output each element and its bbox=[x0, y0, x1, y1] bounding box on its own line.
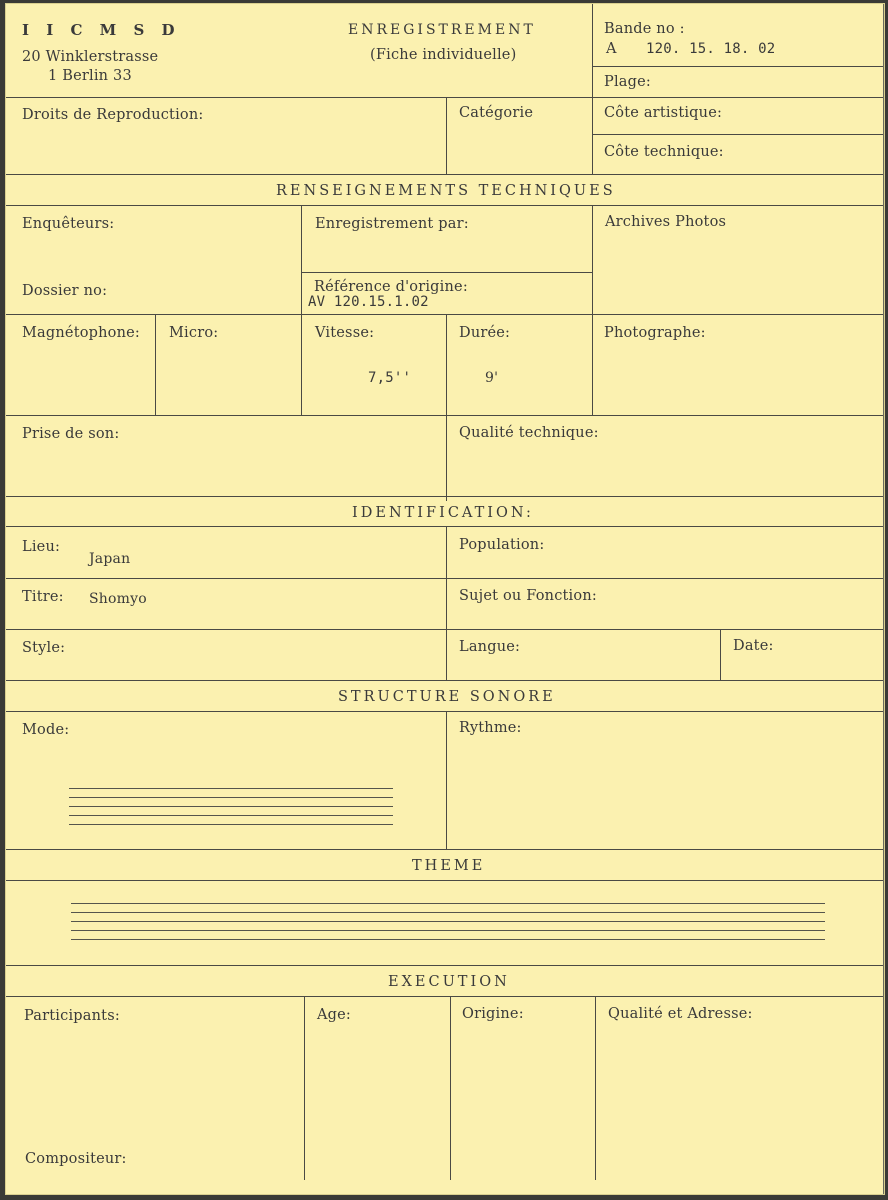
qualite-adresse-label: Qualité et Adresse: bbox=[608, 1006, 753, 1022]
langue-label: Langue: bbox=[459, 639, 521, 655]
bande-label: Bande no : bbox=[604, 21, 685, 37]
qualite-divider bbox=[595, 996, 596, 1180]
card-right-edge bbox=[883, 4, 884, 1194]
cote-artistique-label: Côte artistique: bbox=[604, 105, 723, 121]
bande-value: 120. 15. 18. 02 bbox=[646, 41, 776, 57]
droits-label: Droits de Reproduction: bbox=[22, 107, 204, 123]
micro-divider bbox=[155, 314, 156, 415]
section-identification-title: IDENTIFICATION: bbox=[352, 505, 534, 521]
enregistrement-par-label: Enregistrement par: bbox=[315, 216, 469, 232]
magnetophone-label: Magnétophone: bbox=[22, 325, 141, 341]
lieu-label: Lieu: bbox=[22, 539, 61, 555]
archives-photos-label: Archives Photos bbox=[605, 214, 727, 230]
address-line-1: 20 Winklerstrasse bbox=[22, 49, 159, 65]
duree-value: 9' bbox=[485, 370, 499, 386]
record-card bbox=[6, 4, 884, 1194]
photographe-label: Photographe: bbox=[604, 325, 706, 341]
plage-label: Plage: bbox=[604, 74, 651, 90]
identification-title-rule bbox=[6, 526, 884, 527]
titre-value: Shomyo bbox=[89, 591, 147, 607]
rights-divider bbox=[446, 97, 447, 174]
age-divider bbox=[304, 996, 305, 1180]
categorie-label: Catégorie bbox=[459, 105, 534, 121]
qualite-technique-label: Qualité technique: bbox=[459, 425, 599, 441]
micro-label: Micro: bbox=[169, 325, 219, 341]
cote-rule bbox=[592, 134, 884, 135]
structure-title-rule bbox=[6, 711, 884, 712]
duree-label: Durée: bbox=[459, 325, 511, 341]
mode-label: Mode: bbox=[22, 722, 70, 738]
age-label: Age: bbox=[317, 1007, 352, 1023]
style-label: Style: bbox=[22, 640, 66, 656]
rights-rule bbox=[6, 174, 884, 175]
plage-rule bbox=[592, 66, 884, 67]
sujet-label: Sujet ou Fonction: bbox=[459, 588, 597, 604]
style-rule bbox=[6, 629, 884, 630]
form-title: ENREGISTREMENT bbox=[348, 22, 536, 38]
identification-end-rule bbox=[6, 680, 884, 681]
header-divider bbox=[592, 4, 593, 174]
lieu-value: Japan bbox=[89, 551, 131, 567]
section-structure-title: STRUCTURE SONORE bbox=[338, 689, 556, 705]
section-execution-title: EXECUTION bbox=[388, 974, 510, 990]
duree-divider bbox=[446, 314, 447, 501]
equipment-rule bbox=[6, 314, 884, 315]
reference-value: AV 120.15.1.02 bbox=[308, 294, 429, 310]
structure-divider bbox=[446, 711, 447, 849]
dossier-label: Dossier no: bbox=[22, 283, 108, 299]
vitesse-value: 7,5'' bbox=[368, 370, 412, 386]
origine-label: Origine: bbox=[462, 1006, 524, 1022]
reference-label: Référence d'origine: bbox=[314, 279, 468, 295]
section-theme-title: THEME bbox=[412, 858, 486, 874]
date-label: Date: bbox=[733, 638, 774, 654]
origine-divider bbox=[450, 996, 451, 1180]
technique-title-rule bbox=[6, 205, 884, 206]
enqueteurs-label: Enquêteurs: bbox=[22, 216, 115, 232]
technique-end-rule bbox=[6, 496, 884, 497]
address-line-2: 1 Berlin 33 bbox=[48, 68, 132, 84]
org-logo: I I C M S D bbox=[22, 21, 181, 39]
section-technique-title: RENSEIGNEMENTS TECHNIQUES bbox=[276, 183, 616, 199]
ident-divider bbox=[446, 526, 447, 680]
form-subtitle: (Fiche individuelle) bbox=[370, 47, 517, 63]
header-rule bbox=[6, 97, 884, 98]
tech-divider-1 bbox=[301, 205, 302, 415]
participants-label: Participants: bbox=[24, 1008, 120, 1024]
theme-end-rule bbox=[6, 965, 884, 966]
population-label: Population: bbox=[459, 537, 545, 553]
titre-label: Titre: bbox=[22, 589, 64, 605]
theme-title-rule bbox=[6, 880, 884, 881]
prise-rule bbox=[6, 415, 884, 416]
prise-de-son-label: Prise de son: bbox=[22, 426, 120, 442]
vitesse-label: Vitesse: bbox=[315, 325, 375, 341]
titre-rule bbox=[6, 578, 884, 579]
execution-title-rule bbox=[6, 996, 884, 997]
structure-end-rule bbox=[6, 849, 884, 850]
cote-technique-label: Côte technique: bbox=[604, 144, 724, 160]
compositeur-label: Compositeur: bbox=[25, 1151, 127, 1167]
tech-divider-2 bbox=[592, 205, 593, 415]
reference-rule bbox=[301, 272, 592, 273]
date-divider bbox=[720, 629, 721, 680]
rythme-label: Rythme: bbox=[459, 720, 522, 736]
bande-prefix: A bbox=[606, 41, 617, 57]
